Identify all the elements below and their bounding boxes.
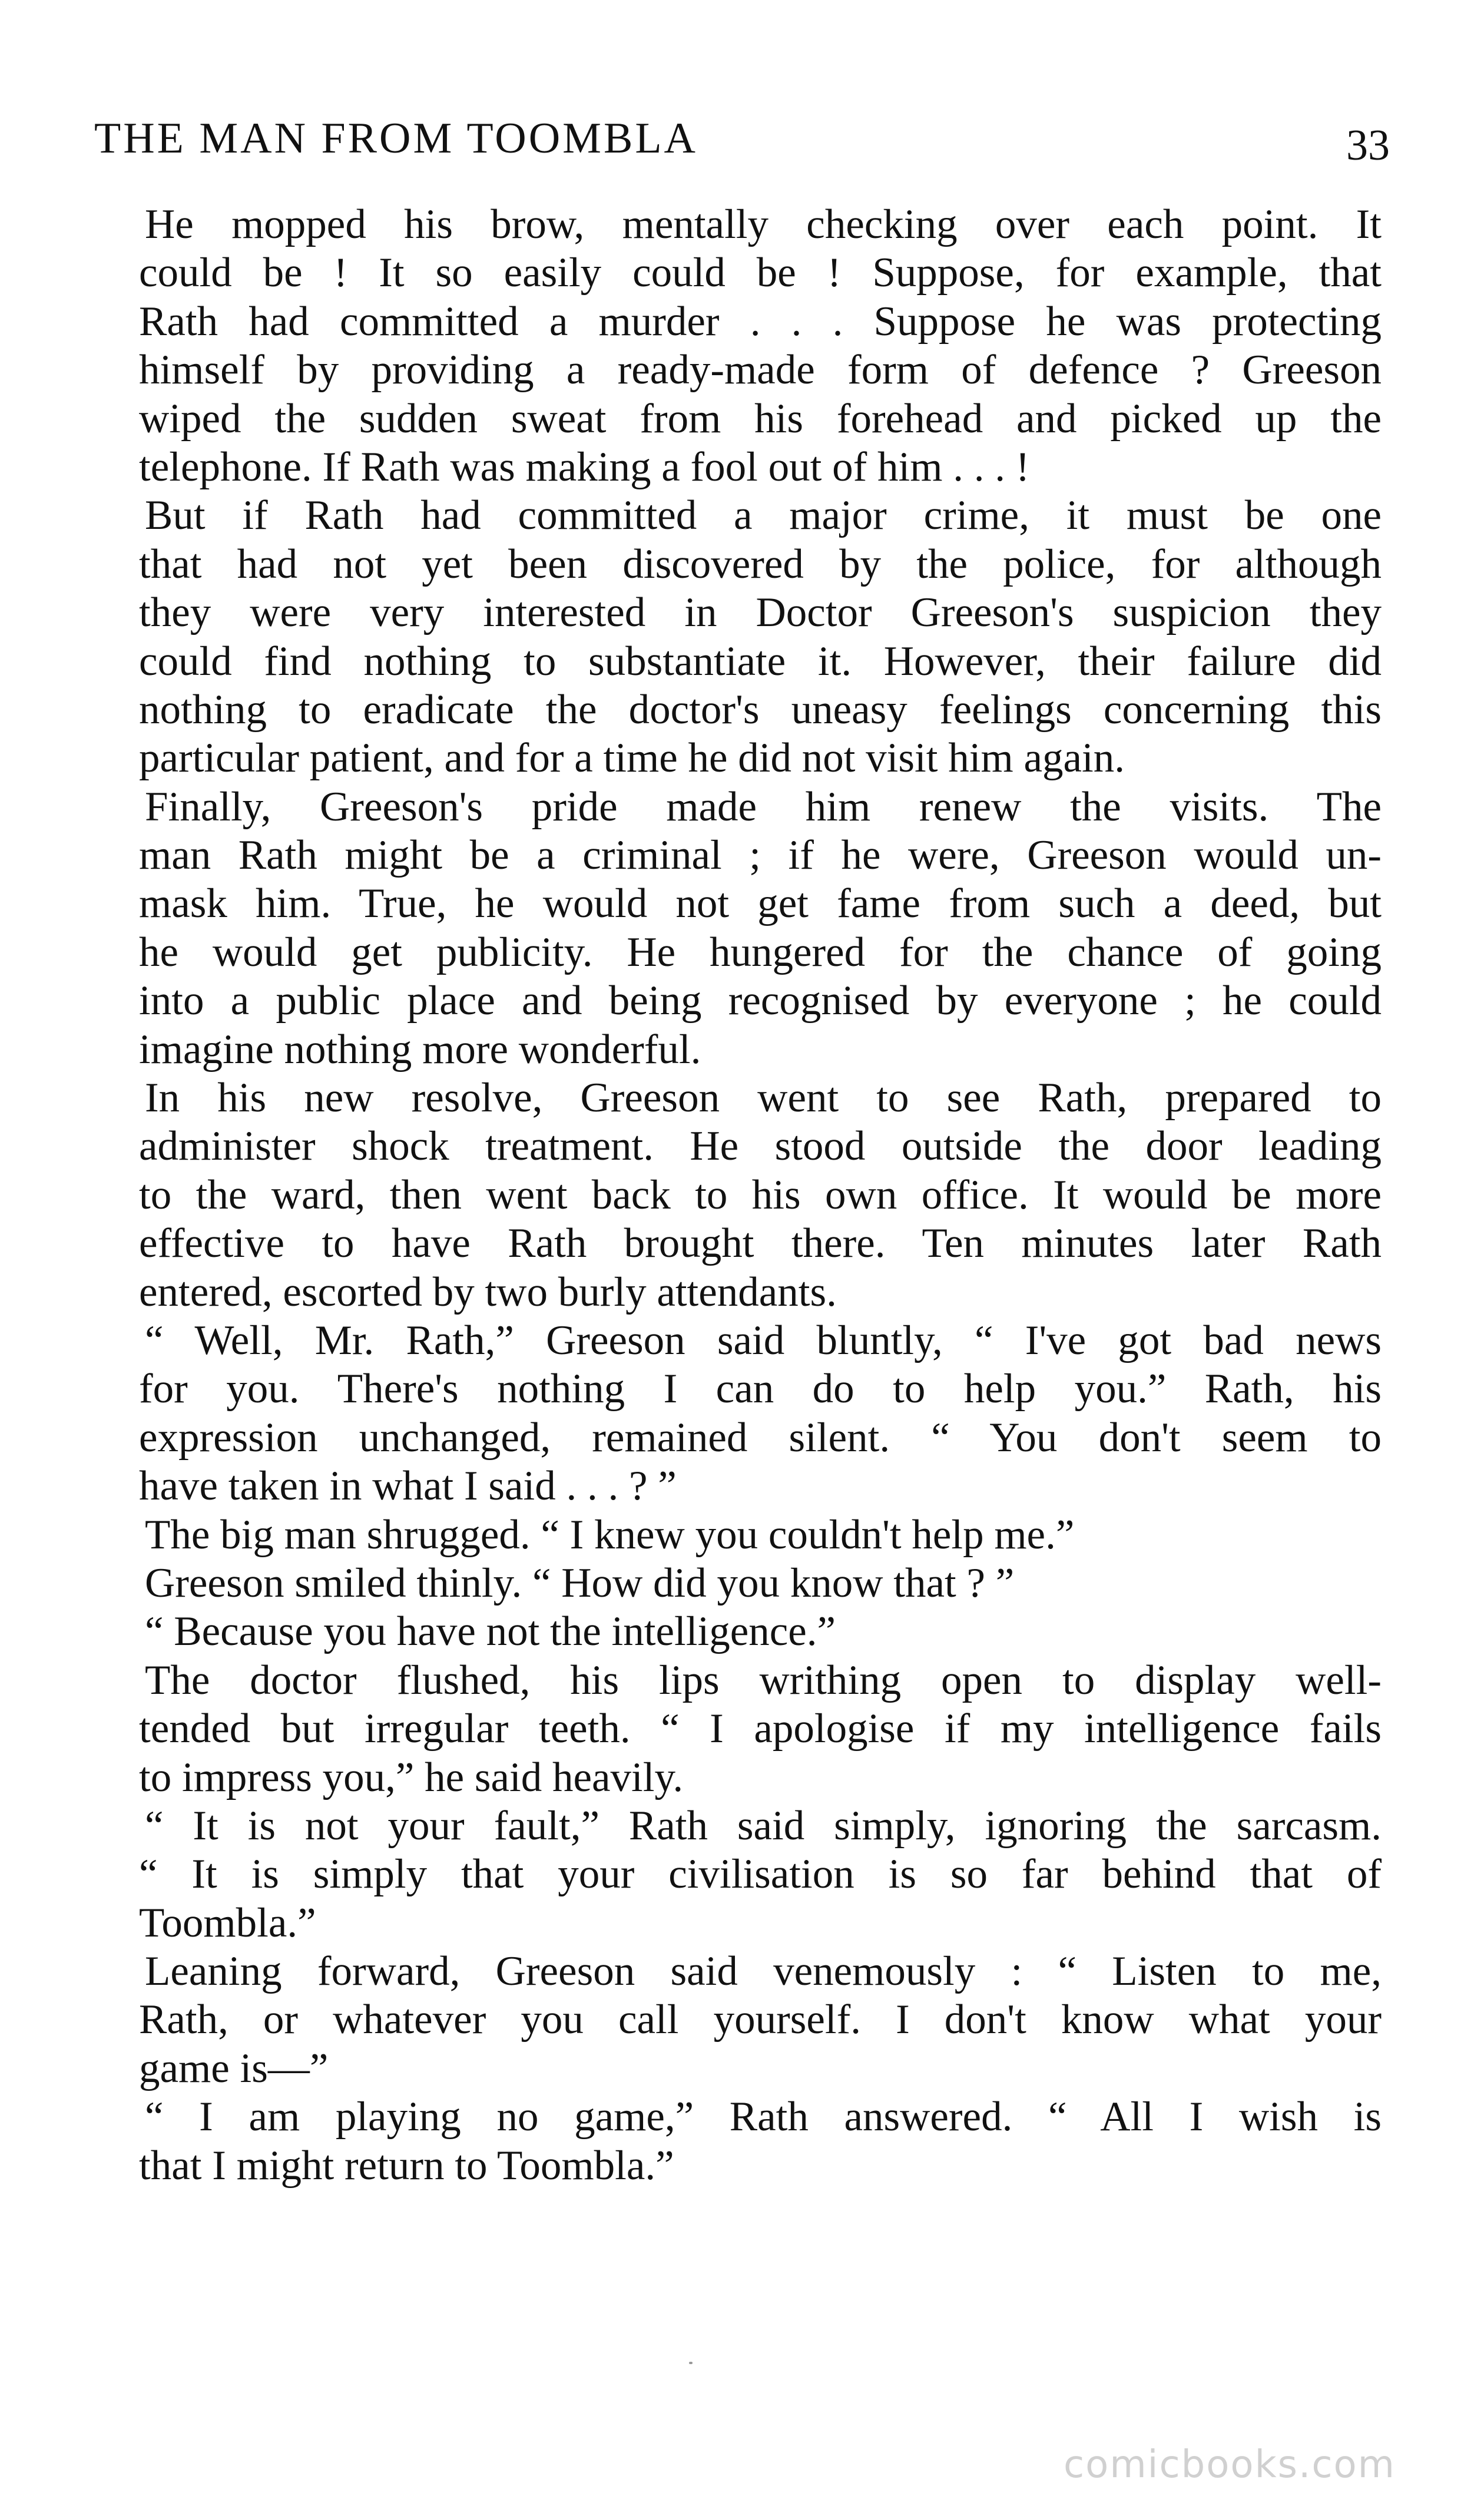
- text-line: Toombla.”: [139, 1899, 316, 1946]
- text-line: The doctor flushed, his lips writhing open to display well-: [145, 1657, 1382, 1703]
- text-line: mask him. True, he would not get fame from such a deed, but: [139, 881, 1382, 927]
- text-line: to impress you,” he said heavily.: [139, 1754, 684, 1800]
- running-head: [94, 106, 1390, 171]
- text-line: could find nothing to substantiate it. However, their failure did: [139, 638, 1382, 684]
- print-speck: [689, 2362, 693, 2364]
- text-line: imagine nothing more wonderful.: [139, 1026, 701, 1073]
- text-line: “ It is not your fault,” Rath said simply, ignoring the sarcasm.: [145, 1802, 1382, 1849]
- text-line: Rath, or whatever you call yourself. I don't know what your: [139, 1997, 1382, 2043]
- running-title: THE MAN FROM TOOMBLA: [94, 114, 698, 163]
- text-line: administer shock treatment. He stood outside the door leading: [139, 1123, 1382, 1170]
- text-line: expression unchanged, remained silent. “ You don't seem to: [139, 1414, 1382, 1461]
- text-line: Rath had committed a murder . . . Suppose he was protecting: [139, 298, 1382, 345]
- text-line: to the ward, then went back to his own office. It would be more: [139, 1171, 1382, 1218]
- text-line: he would get publicity. He hungered for the chance of going: [139, 929, 1382, 975]
- text-line: telephone. If Rath was making a fool out of him . . . !: [139, 443, 1030, 490]
- text-line: game is—”: [139, 2045, 329, 2091]
- text-line: He mopped his brow, mentally checking over each point. It: [145, 201, 1382, 247]
- text-line: “ Because you have not the intelligence.”: [145, 1608, 836, 1655]
- text-line: “ Well, Mr. Rath,” Greeson said bluntly, “ I've got bad news: [145, 1317, 1382, 1363]
- text-line: have taken in what I said . . . ? ”: [139, 1463, 677, 1510]
- text-line: for you. There's nothing I can do to help you.” Rath, his: [139, 1366, 1382, 1412]
- text-line: But if Rath had committed a major crime, it must be one: [145, 492, 1382, 539]
- text-line: man Rath might be a criminal ; if he were, Greeson would un-: [139, 832, 1382, 879]
- text-line: could be ! It so easily could be ! Suppose, for example, that: [139, 250, 1382, 296]
- text-line: effective to have Rath brought there. Ten minutes later Rath: [139, 1220, 1382, 1267]
- text-line: Finally, Greeson's pride made him renew the visits. The: [145, 783, 1382, 830]
- text-line: In his new resolve, Greeson went to see Rath, prepared to: [145, 1075, 1382, 1121]
- page-number: 33: [1346, 121, 1390, 170]
- body-text: [139, 200, 1382, 2190]
- text-line: wiped the sudden sweat from his forehead and picked up the: [139, 395, 1382, 442]
- text-line: tended but irregular teeth. “ I apologise if my intelligence fails: [139, 1706, 1382, 1752]
- text-line: The big man shrugged. “ I knew you couldn't help me.”: [145, 1511, 1075, 1558]
- watermark: comicbooks.com: [1063, 2443, 1396, 2487]
- text-line: they were very interested in Doctor Greeson's suspicion they: [139, 590, 1382, 636]
- text-line: “ I am playing no game,” Rath answered. “ All I wish is: [145, 2094, 1382, 2140]
- text-line: Leaning forward, Greeson said venemously : “ Listen to me,: [145, 1948, 1382, 1995]
- text-line: Greeson smiled thinly. “ How did you know that ? ”: [145, 1560, 1015, 1606]
- text-line: into a public place and being recognised by everyone ; he could: [139, 978, 1382, 1024]
- text-line: nothing to eradicate the doctor's uneasy feelings concerning this: [139, 686, 1382, 733]
- text-line: “ It is simply that your civilisation is so far behind that of: [139, 1851, 1382, 1898]
- text-line: himself by providing a ready-made form of defence ? Greeson: [139, 347, 1382, 393]
- text-line: particular patient, and for a time he did not visit him again.: [139, 735, 1125, 782]
- text-line: that I might return to Toombla.”: [139, 2142, 674, 2189]
- text-line: entered, escorted by two burly attendants.: [139, 1269, 837, 1315]
- text-line: that had not yet been discovered by the police, for although: [139, 541, 1382, 587]
